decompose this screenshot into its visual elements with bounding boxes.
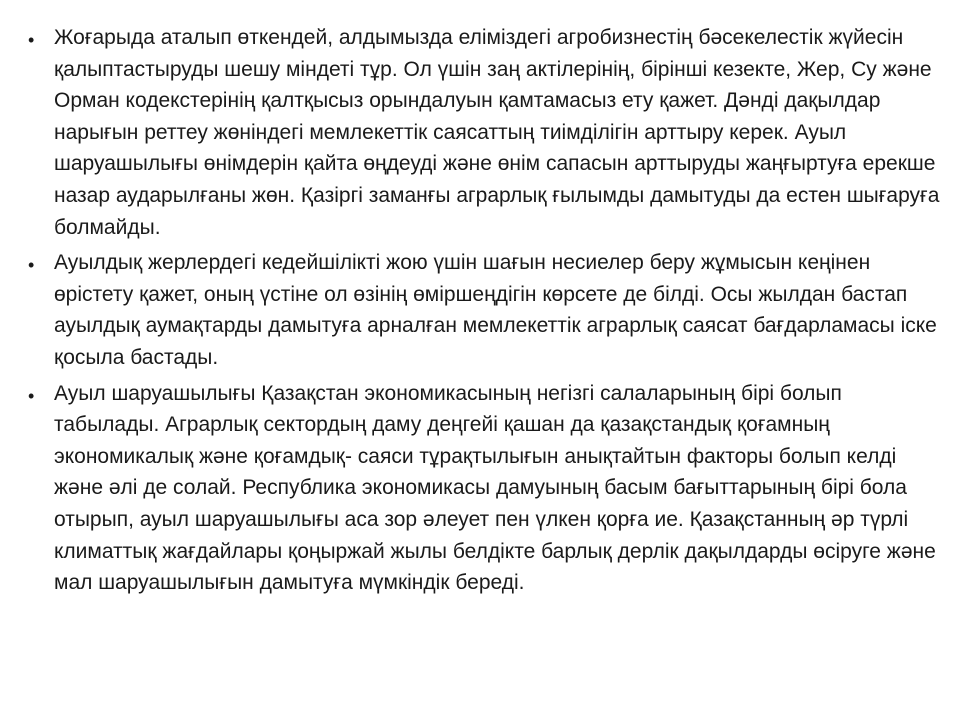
bullet-item (28, 247, 940, 373)
bullet-item (28, 378, 940, 599)
paragraph-microcredit: Ауылдық жерлердегі кедейшілікті жою үшін шағын несиелер беру жұмысын кеңінен өрістету қажет, оның үстіне ол өзінің өміршеңдігін көрсете де білді. Осы жылдан бастап ауылдық аумақтарды дамытуға арналған мемлекеттік аграрлық саясат бағдарламасы іске қосыла бастады. (54, 251, 937, 369)
paragraph-agriculture-economy: Ауыл шаруашылығы Қазақстан экономикасының негізгі салаларының бірі болып табылады. Аграрлық сектордың даму деңгейі қашан да қазақстандық қоғамның экономикалық және қоғамдық- саяси тұрақтылығын анықтайтын факторы болып келді және әлі де солай. Республика экономикасы дамуының басым бағыттарының бірі бола отырып, ауыл шаруашылығы аса зор әлеует пен үлкен қорға ие. Қазақстанның әр түрлі климаттық жағдайлары қоңыржай жылы белдікте барлық дерлік дақылдарды өсіруге және мал шаруашылығын дамытуға мүмкіндік береді. (54, 381, 936, 595)
paragraph-agribusiness: Жоғарыда аталып өткендей, алдымызда еліміздегі агробизнестің бәсекелестік жүйесін қалыптастыруды шешу міндеті тұр. Ол үшін заң актілерінің, бірінші кезекте, Жер, Су және Орман кодекстерінің қалтқысыз орындалуын қамтамасыз ету қажет. Дәнді дақылдар нарығын реттеу жөніндегі мемлекеттік саясаттың тиімділігін арттыру керек. Ауыл шаруашылығы өнімдерін қайта өңдеуді және өнім сапасын арттыруды жаңғыртуға ерекше назар аударылғаны жөн. Қазіргі заманғы аграрлық ғылымды дамытуды да естен шығаруға болмайды. (54, 26, 940, 239)
bullet-item (28, 22, 940, 243)
bullet-list (28, 22, 940, 603)
bullet-icon: • (28, 385, 35, 406)
bullet-icon: • (28, 255, 35, 276)
bullet-icon: • (28, 30, 35, 50)
